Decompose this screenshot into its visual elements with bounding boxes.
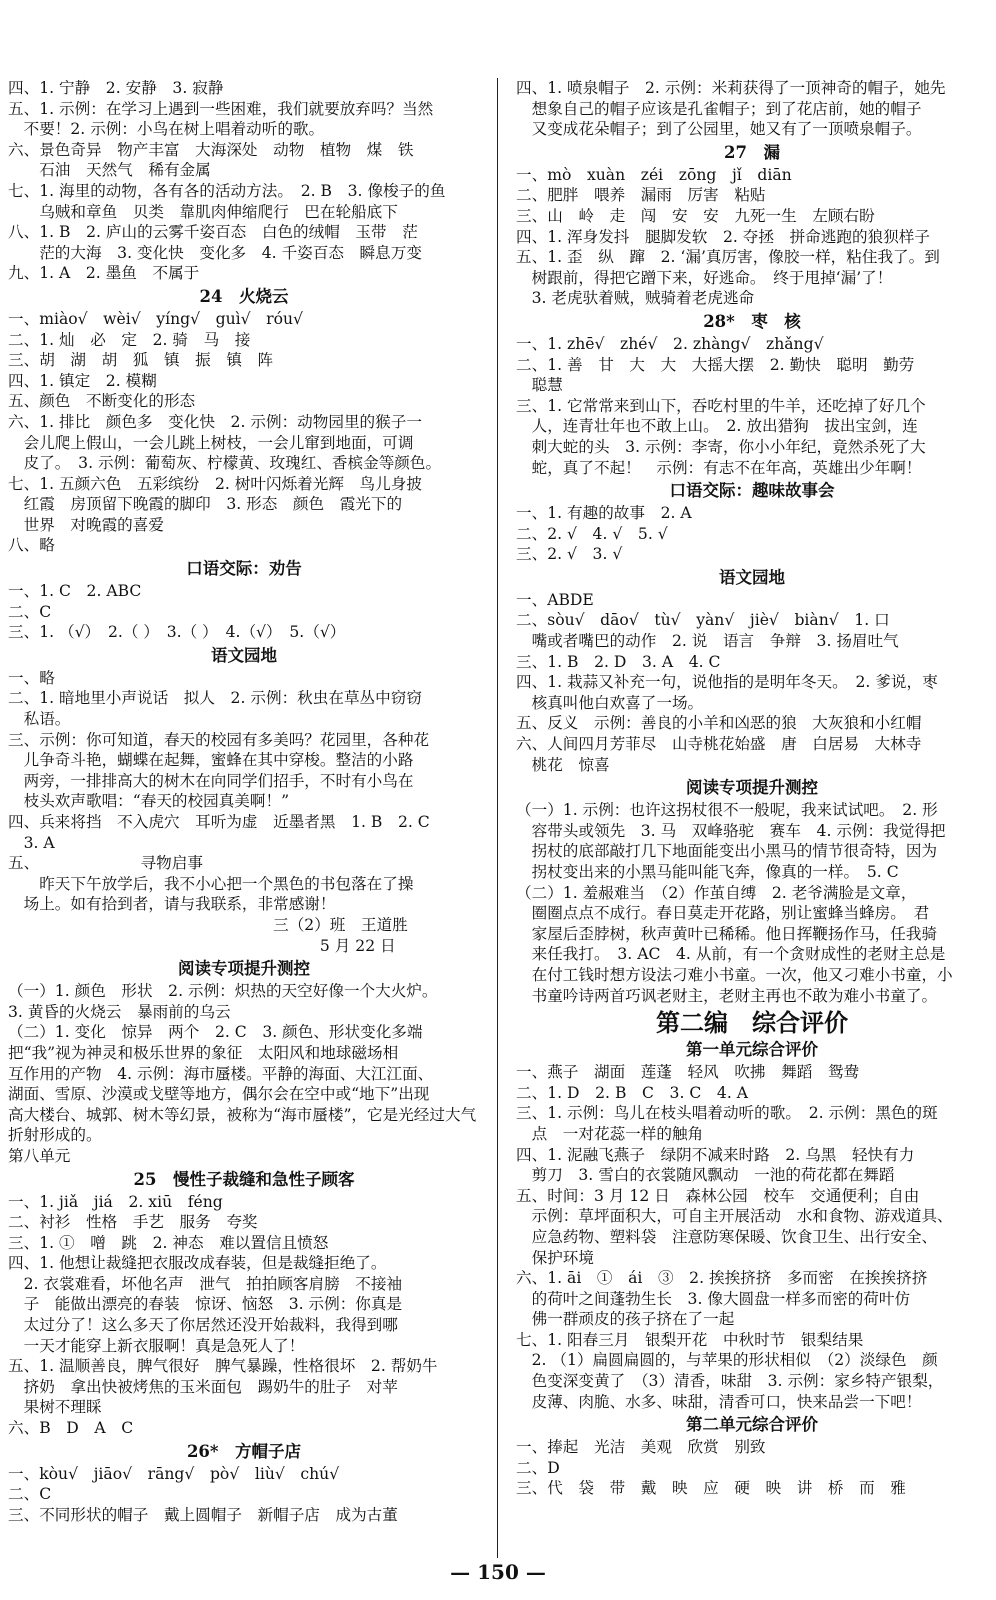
answer-line: 红霞 房顶留下晚霞的脚印 3. 形态 颜色 霞光下的: [8, 495, 403, 514]
answer-line: 二、sòu√ dāo√ tù√ yàn√ jiè√ biàn√ 1. 口: [516, 611, 890, 630]
answer-line: 容带头或领先 3. 马 双峰骆驼 赛车 4. 示例：我觉得把: [516, 821, 946, 840]
section-heading: 语文园地: [211, 645, 277, 665]
answer-line: 太过分了！这么多天了你居然还没开始裁料，我得到哪: [8, 1316, 398, 1335]
answer-line: 2. （1）扁圆扁圆的，与苹果的形状相似 （2）淡绿色 颜: [516, 1351, 938, 1370]
answer-line: 折射形成的。: [8, 1126, 102, 1145]
answer-line: 三、1. （√） 2.（ ） 3.（ ） 4.（√） 5.（√）: [8, 623, 346, 642]
answer-line: （一）1. 示例：也许这拐杖很不一般呢，我来试试吧。 2. 形: [516, 801, 938, 820]
answer-line: 剪刀 3. 雪白的衣裳随风飘动 一池的荷花都在舞蹈: [516, 1166, 895, 1185]
answer-line: 五、时间：3 月 12 日 森林公园 校车 交通便利；自由: [516, 1186, 920, 1205]
answer-line: 一、kòu√ jiāo√ rāng√ pò√ liù√ chú√: [8, 1464, 340, 1483]
answer-line: 三、1. 示例：鸟儿在枝头唱着动听的歌。 2. 示例：黑色的斑: [516, 1104, 938, 1123]
answer-line: 一、ABDE: [516, 590, 594, 609]
section-heading: 第一单元综合评价: [686, 1040, 818, 1060]
answer-line: 三、2. √ 3. √: [516, 545, 623, 564]
answer-line: （二）1. 羞赧难当 （2）作茧自缚 2. 老爷满脸是文章，: [516, 883, 917, 902]
section-heading: 阅读专项提升测控: [178, 959, 310, 979]
answer-line: （二）1. 变化 惊异 两个 2. C 3. 颜色、形状变化多端: [8, 1023, 423, 1042]
answer-line: 聪慧: [516, 376, 563, 395]
answer-line: 家屋后歪脖树，秋声黄叶已稀稀。他日挥鞭扬作马，任我骑: [516, 924, 938, 943]
answer-line: 二、2. √ 4. √ 5. √: [516, 524, 668, 543]
answer-line: 皮了。 3. 示例：葡萄灰、柠檬黄、玫瑰红、香槟金等颜色。: [8, 454, 442, 473]
answer-line: 5 月 22 日: [8, 936, 396, 955]
answer-line: 八、略: [8, 536, 55, 555]
answer-line: 不要！2. 示例：小鸟在树上唱着动听的歌。: [8, 120, 325, 139]
answer-line: 蛇，真了不起！ 示例：有志不在年高，英雄出少年啊！: [516, 458, 922, 477]
answer-line: 2. 衣裳难看，坏他名声 泄气 拍拍顾客肩膀 不接袖: [8, 1274, 403, 1293]
answer-line: 二、C: [8, 1485, 52, 1504]
answer-line: 四、1. 宁静 2. 安静 3. 寂静: [8, 79, 224, 97]
answer-line: 三、代 袋 带 戴 映 应 硬 映 讲 桥 而 雅: [516, 1479, 906, 1498]
answer-line: 一、略: [8, 668, 55, 687]
answer-line: 子 能做出漂亮的春装 惊讶、恼怒 3. 示例：你真是: [8, 1295, 403, 1314]
answer-line: 四、1. 浑身发抖 腿脚发软 2. 夺拯 拼命逃跑的狼狈样子: [516, 227, 930, 246]
section-heading: 24 火烧云: [199, 286, 289, 306]
answer-line: 互作用的产物 4. 示例：海市蜃楼。平静的海面、大江江面、: [8, 1064, 434, 1083]
answer-line: 三、不同形状的帽子 戴上圆帽子 新帽子店 成为古董: [8, 1505, 398, 1524]
answer-line: 一、1. 有趣的故事 2. A: [516, 504, 692, 523]
answer-line: 3. 黄昏的火烧云 暴雨前的乌云: [8, 1002, 231, 1021]
section-heading: 28* 枣 核: [703, 311, 801, 331]
answer-line: 书童吟诗两首巧讽老财主，老财主再也不敢为难小书童了。: [516, 986, 938, 1005]
answer-line: 茫的大海 3. 变化快 变化多 4. 千姿百态 瞬息万变: [8, 243, 422, 262]
answer-line: 五、 寻物启事: [8, 854, 203, 873]
answer-line: 二、1. 善 甘 大 大 大摇大摆 2. 勤快 聪明 勤劳: [516, 355, 915, 374]
answer-line: 三、山 岭 走 闯 安 安 九死一生 左顾右盼: [516, 206, 875, 225]
answer-line: 一、1. jiǎ jiá 2. xiū féng: [8, 1192, 223, 1211]
part-title: 第二编 综合评价: [656, 1008, 848, 1038]
answer-line: 嘴或者嘴巴的动作 2. 说 语言 争辩 3. 扬眉吐气: [516, 632, 899, 651]
answer-line: 会儿爬上假山，一会儿跳上树枝，一会儿窜到地面，可调: [8, 433, 414, 452]
right-column: [516, 78, 988, 1499]
answer-line: 一、1. C 2. ABC: [8, 582, 142, 601]
answer-line: 一、捧起 光洁 美观 欣赏 别致: [516, 1438, 766, 1457]
answer-line: 点 一对花蕊一样的触角: [516, 1124, 704, 1143]
answer-line: 世界 对晚霞的喜爱: [8, 515, 164, 534]
answer-line: 七、1. 五颜六色 五彩缤纷 2. 树叶闪烁着光辉 鸟儿身披: [8, 474, 422, 493]
answer-line: 色变深变黄了 （3）清香，味甜 3. 示例：家乡特产银梨，: [516, 1372, 944, 1391]
answer-line: 把“我”视为神灵和极乐世界的象征 太阳风和地球磁场相: [8, 1043, 399, 1062]
answer-line: 圈圈点点不成行。春日莫走开花路，别让蜜蜂当蜂房。 君: [516, 904, 930, 923]
answer-line: 场上。如有拾到者，请与我联系，非常感谢！: [8, 895, 336, 914]
answer-line: 昨天下午放学后，我不小心把一个黑色的书包落在了操: [8, 874, 414, 893]
left-column: [8, 78, 480, 1525]
answer-line: 枝头欢声歌唱：“春天的校园真美啊！”: [8, 792, 290, 811]
answer-line: 保护环境: [516, 1248, 594, 1267]
section-heading: 27 漏: [724, 142, 780, 162]
answer-line: 三、1. B 2. D 3. A 4. C: [516, 652, 721, 671]
answer-line: 二、C: [8, 602, 52, 621]
answer-line: 七、1. 阳春三月 银梨开花 中秋时节 银梨结果: [516, 1330, 864, 1349]
answer-line: 六、人间四月芳菲尽 山寺桃花始盛 唐 白居易 大林寺: [516, 735, 922, 754]
answer-line: 五、1. 歪 纵 蹿 2. ‘漏’真厉害，像胶一样，粘住我了。到: [516, 248, 940, 267]
answer-line: 乌贼和章鱼 贝类 靠肌肉伸缩爬行 巴在轮船底下: [8, 202, 398, 221]
answer-line: 二、肥胖 喂养 漏雨 厉害 粘贴: [516, 186, 766, 205]
answer-line: （一）1. 颜色 形状 2. 示例：炽热的天空好像一个大火炉。: [8, 982, 438, 1001]
answer-line: 一、miào√ wèi√ yíng√ guì√ róu√: [8, 309, 303, 328]
answer-line: 佛一群顽皮的孩子挤在了一起: [516, 1310, 735, 1329]
answer-line: 四、1. 泥融飞燕子 绿阴不减来时路 2. 乌黑 轻快有力: [516, 1145, 915, 1164]
answer-line: 六、1. 排比 颜色多 变化快 2. 示例：动物园里的猴子一: [8, 412, 422, 431]
answer-line: 六、1. āi ① ái ③ 2. 挨挨挤挤 多而密 在挨挨挤挤: [516, 1269, 928, 1288]
section-heading: 口语交际：劝告: [186, 559, 302, 579]
answer-line: 四、1. 栽蒜又补充一句，说他指的是明年冬天。 2. 爹说，枣: [516, 673, 938, 692]
answer-line: 五、颜色 不断变化的形态: [8, 392, 196, 411]
answer-line: 八、1. B 2. 庐山的云雾千姿百态 白色的绒帽 玉带 茫: [8, 223, 418, 242]
answer-line: 核真叫他白欢喜了一场。: [516, 693, 704, 712]
answer-line: 七、1. 海里的动物，各有各的活动方法。 2. B 3. 像梭子的鱼: [8, 181, 446, 200]
answer-line: 桃花 惊喜: [516, 755, 610, 774]
section-heading: 25 慢性子裁缝和急性子顾客: [133, 1169, 355, 1189]
answer-line: 想象自己的帽子应该是孔雀帽子；到了花店前，她的帽子: [516, 99, 922, 118]
answer-line: 一、1. zhē√ zhé√ 2. zhàng√ zhǎng√: [516, 334, 824, 353]
answer-line: 湖面、雪原、沙漠或戈壁等地方，偶尔会在空中或“地下”出现: [8, 1085, 430, 1104]
answer-line: 四、兵来将挡 不入虎穴 耳听为虚 近墨者黑 1. B 2. C: [8, 813, 430, 831]
answer-line: 高大楼台、城郭、树木等幻景，被称为“海市蜃楼”，它是光经过大气: [8, 1105, 477, 1124]
answer-line: 三、1. 它常常来到山下，吞吃村里的牛羊，还吃掉了好几个: [516, 396, 926, 415]
answer-line: 二、1. 暗地里小声说话 拟人 2. 示例：秋虫在草丛中窃窃: [8, 689, 422, 708]
answer-line: 一、燕子 湖面 莲蓬 轻风 吹拂 舞蹈 鸳鸯: [516, 1063, 860, 1082]
answer-line: 刺大蛇的头 3. 示例：李寄，你小小年纪，竟然杀死了大: [516, 437, 926, 456]
section-heading: 阅读专项提升测控: [686, 778, 818, 798]
answer-line: 皮薄、肉脆、水多、味甜，清香可口，快来品尝一下吧！: [516, 1392, 922, 1411]
answer-line: 二、D: [516, 1458, 560, 1477]
answer-line: 拐杖的底部敲打几下地面能变出小黑马的情节很奇特，因为: [516, 842, 938, 861]
answer-line: 示例：草坪面积大，可自主开展活动 水和食物、游戏道具、: [516, 1207, 953, 1226]
answer-line: 四、1. 喷泉帽子 2. 示例：米莉获得了一顶神奇的帽子，她先: [516, 79, 946, 97]
answer-line: 三（2）班 王道胜: [8, 915, 408, 934]
section-heading: 语文园地: [719, 567, 785, 587]
answer-line: 两旁，一排排高大的树木在向同学们招手，不时有小鸟在: [8, 771, 414, 790]
section-heading: 第二单元综合评价: [686, 1415, 818, 1435]
answer-line: 人，连青壮年也不敢上山。 2. 放出猎狗 拔出宝剑，连: [516, 417, 918, 436]
answer-line: 六、B D A C: [8, 1419, 134, 1438]
column-divider: [497, 78, 498, 1558]
answer-line: 在付工钱时想方设法刁难小书童。一次，他又刁难小书童，小: [516, 965, 953, 984]
answer-line: 四、1. 镇定 2. 模糊: [8, 371, 157, 390]
answer-line: 五、反义 示例：善良的小羊和凶恶的狼 大灰狼和小红帽: [516, 714, 922, 733]
answer-line: 四、1. 他想让裁缝把衣服改成春装，但是裁缝拒绝了。: [8, 1254, 387, 1273]
answer-line: 五、1. 温顺善良，脾气很好 脾气暴躁，性格很坏 2. 帮奶牛: [8, 1357, 438, 1376]
answer-line: 三、示例：你可知道，春天的校园有多美吗？花园里，各种花: [8, 730, 430, 749]
answer-line: 二、1. D 2. B C 3. C 4. A: [516, 1083, 748, 1102]
answer-line: 一天才能穿上新衣服啊！真是急死人了！: [8, 1336, 305, 1355]
answer-line: 3. 老虎驮着贼，贼骑着老虎逃命: [516, 289, 755, 308]
answer-line: 五、1. 示例：在学习上遇到一些困难，我们就要放弃吗？当然: [8, 99, 434, 118]
answer-line: 3. A: [8, 833, 55, 852]
answer-line: 二、衬衫 性格 手艺 服务 夸奖: [8, 1213, 258, 1232]
section-heading: 26* 方帽子店: [186, 1441, 302, 1461]
answer-line: 九、1. A 2. 墨鱼 不属于: [8, 264, 200, 283]
answer-line: 挤奶 拿出快被烤焦的玉米面包 踢奶牛的肚子 对苹: [8, 1377, 398, 1396]
section-heading: 口语交际：趣味故事会: [669, 481, 835, 501]
answer-line: 六、景色奇异 物产丰富 大海深处 动物 植物 煤 铁: [8, 140, 414, 159]
answer-line: 拐杖变出来的小黑马能叫能飞奔，像真的一样。 5. C: [516, 863, 899, 881]
answer-line: 应急药物、塑料袋 注意防寒保暖、饮食卫生、出行安全、: [516, 1227, 938, 1246]
answer-line: 又变成花朵帽子；到了公园里，她又有了一顶喷泉帽子。: [516, 120, 922, 139]
answer-line: 的荷叶之间蓬勃生长 3. 像大圆盘一样多而密的荷叶仿: [516, 1289, 911, 1308]
answer-line: 三、胡 湖 胡 狐 镇 振 镇 阵: [8, 351, 274, 370]
answer-line: 私语。: [8, 710, 71, 729]
answer-line: 一、mò xuàn zéi zōng jǐ diān: [516, 165, 792, 184]
answer-line: 来任我打。 3. AC 4. 从前，有一个贪财成性的老财主总是: [516, 945, 946, 964]
answer-line: 树跟前，得把它蹭下来，好逃命。 终于甩掉‘漏’了！: [516, 268, 893, 287]
answer-line: 石油 天然气 稀有金属: [8, 161, 211, 180]
answer-line: 二、1. 灿 必 定 2. 骑 马 接: [8, 330, 251, 349]
page-number: — 150 —: [450, 1560, 546, 1584]
answer-line: 三、1. ① 噌 跳 2. 神态 难以置信且愤怒: [8, 1233, 329, 1252]
answer-line: 第八单元: [8, 1146, 71, 1165]
answer-line: 果树不理睬: [8, 1398, 102, 1417]
answer-line: 儿争奇斗艳，蝴蝶在起舞，蜜蜂在其中穿梭。整洁的小路: [8, 751, 414, 770]
